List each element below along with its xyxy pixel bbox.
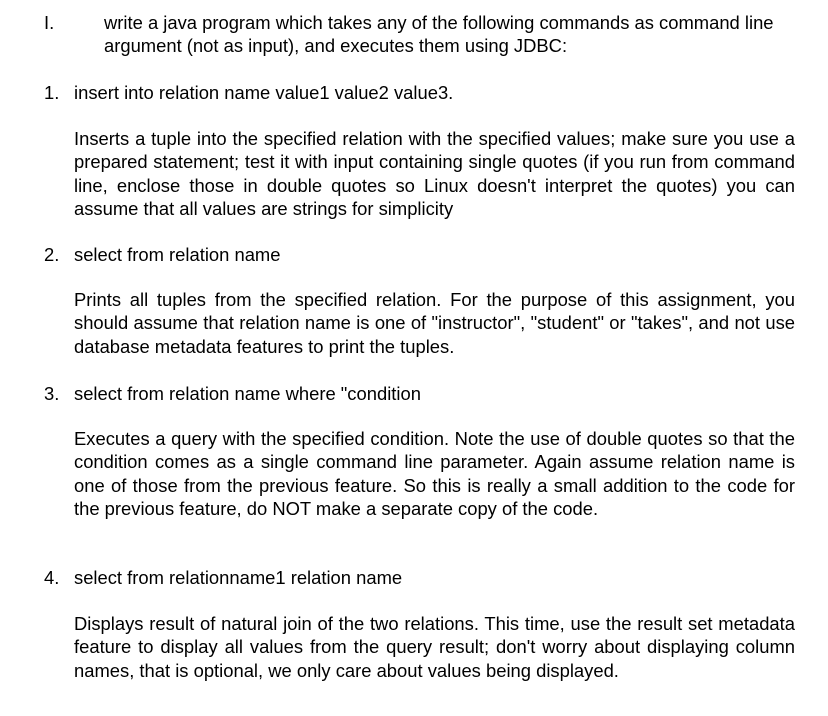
section-marker: I. — [44, 12, 55, 33]
item-number: 4. — [44, 567, 60, 588]
item-command: insert into relation name value1 value2 value3. — [74, 82, 454, 103]
item-command: select from relation name where "condition — [74, 383, 421, 404]
item-description: Executes a query with the specified condition. Note the use of double quotes so that the condition comes as a single command line parameter. Again assume relation name is one of those from the previous feature. So this is really a small addition to the code for the previous feature, do NOT make a separate copy of the code. — [74, 428, 795, 520]
item-command: select from relation name — [74, 244, 281, 265]
section-heading: write a java program which takes any of the following commands as command line argument (not as input), and executes them using JDBC: — [104, 12, 774, 57]
item-number: 3. — [44, 383, 60, 404]
item-number: 2. — [44, 244, 60, 265]
item-description: Prints all tuples from the specified relation. For the purpose of this assignment, you should assume that relation name is one of "instructor", "student" or "takes", and not use database metadata features to print the tuples. — [74, 289, 795, 357]
item-command: select from relationname1 relation name — [74, 567, 403, 588]
item-description: Inserts a tuple into the specified relation with the specified values; make sure you use a prepared statement; test it with input containing single quotes (if you run from command line, enclose those in double quotes so Linux doesn't interpret the quotes) you can assume that all values are strings for simplicity — [74, 128, 795, 220]
item-description: Displays result of natural join of the two relations. This time, use the result set metadata feature to display all values from the query result; don't worry about displaying column names, that is optional, we only care about values being displayed. — [74, 613, 795, 681]
item-number: 1. — [44, 82, 60, 103]
